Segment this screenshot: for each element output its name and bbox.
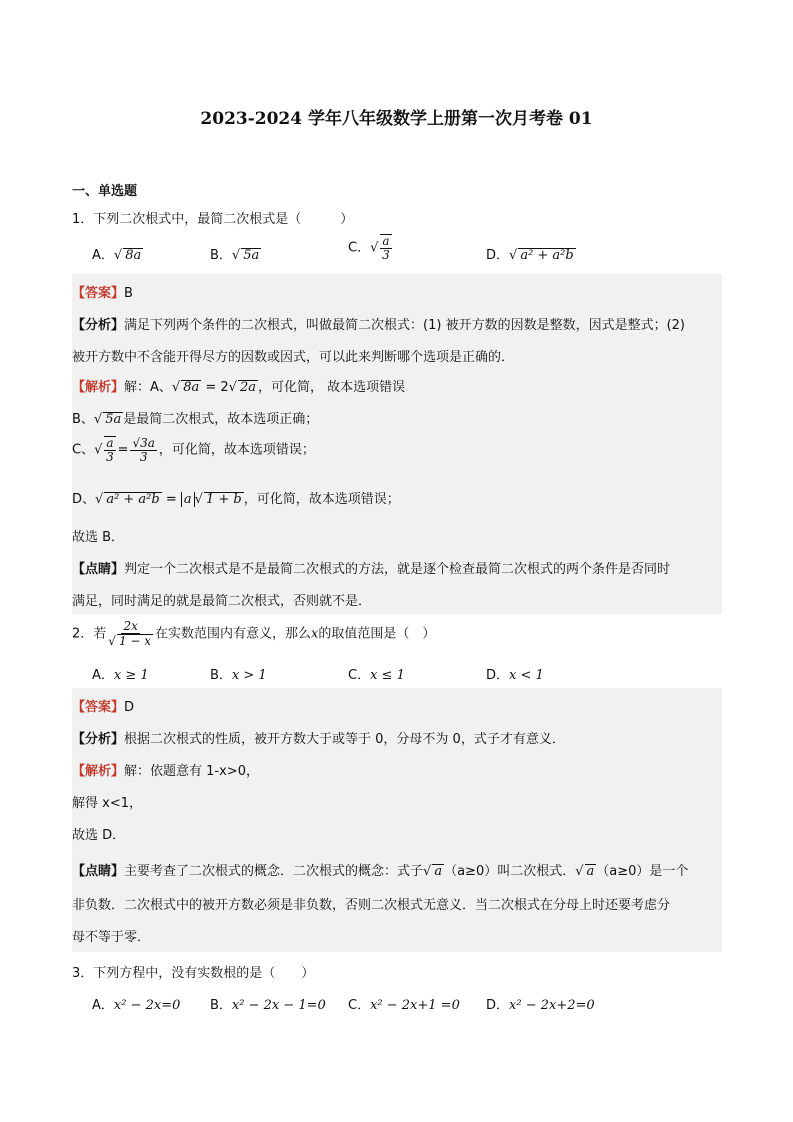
q3-option-b: B．x² − 2x − 1=0	[210, 998, 326, 1013]
q1-solution-line-4: D、√ a² + a²b = a √ 1 + b ，可化简，故本选项错误；	[72, 492, 400, 507]
q1-option-b: B．√ 5a	[210, 248, 260, 263]
q2-option-c: C．x ≤ 1	[348, 668, 405, 683]
q2-solution-line-2: 解得 x<1，	[72, 796, 142, 811]
q3-option-c: C．x² − 2x+1 =0	[348, 998, 460, 1013]
section-heading: 一、单选题	[72, 184, 138, 199]
q1-answer: 【答案】B	[72, 286, 133, 301]
q1-option-d: D．√ a² + a²b	[486, 248, 574, 263]
q1-analysis-line-1: 【分析】满足下列两个条件的二次根式，叫做最简二次根式：(1) 被开方数的因数是整数，因式是整式；(2)	[72, 318, 685, 333]
page-title: 2023-2024 学年八年级数学上册第一次月考卷 01	[200, 109, 593, 129]
q2-comment-line-3: 母不等于零．	[72, 930, 151, 945]
question-1-stem: 1．下列二次根式中，最简二次根式是（ ）	[72, 212, 354, 227]
q2-comment-line-1: 【点睛】主要考查了二次根式的概念．二次根式的概念：式子√ a （a≥0）叫二次根式．√ a （a≥0）是一个	[72, 864, 689, 879]
q2-option-d: D．x < 1	[486, 668, 544, 683]
q1-option-a: A．√ 8a	[92, 248, 142, 263]
q1-solution-line-3: C、√ $\frac{a}{3}$ = $\frac{√3a}{3}$ ，可化简，故本选项错误；	[72, 435, 315, 464]
q1-answer-block	[72, 274, 722, 614]
q1-analysis-line-2: 被开方数中不含能开得尽方的因数或因式，可以此来判断哪个选项是正确的．	[72, 350, 515, 365]
q2-solution-line-1: 【解析】解：依题意有 1-x>0，	[72, 764, 259, 779]
q1-solution-line-5: 故选 B．	[72, 530, 125, 545]
q1-comment-line-2: 满足，同时满足的就是最简二次根式，否则就不是．	[72, 594, 372, 609]
question-2-stem: 2．若 $\frac{2x}{√ 1 - x}$ 在实数范围内有意义，那么x的取值范围是（ ）	[72, 619, 436, 648]
q2-option-b: B．x > 1	[210, 668, 267, 683]
q2-analysis: 【分析】根据二次根式的性质，被开方数大于或等于 0，分母不为 0，式子才有意义．	[72, 732, 565, 747]
q1-comment-line-1: 【点睛】判定一个二次根式是不是最简二次根式的方法，就是逐个检查最简二次根式的两个条件是否同时	[72, 562, 671, 577]
q1-solution-line-2: B、√ 5a 是最简二次根式，故本选项正确；	[72, 412, 319, 427]
q1-option-c: C．√ $\frac{a}{3}$	[348, 234, 390, 262]
q2-answer-block	[72, 688, 722, 952]
q3-option-d: D．x² − 2x+2=0	[486, 998, 595, 1013]
q2-answer: 【答案】D	[72, 700, 135, 715]
q3-option-a: A．x² − 2x=0	[92, 998, 181, 1013]
q2-comment-line-2: 非负数．二次根式中的被开方数必须是非负数，否则二次根式无意义．当二次根式在分母上时还要考虑分	[72, 898, 671, 913]
question-3-stem: 3．下列方程中，没有实数根的是（ ）	[72, 966, 315, 981]
q2-solution-line-3: 故选 D．	[72, 828, 126, 843]
q1-solution-line-1: 【解析】解：A、√ 8a = 2√ 2a ，可化简， 故本选项错误	[72, 380, 406, 395]
q2-option-a: A．x ≥ 1	[92, 668, 149, 683]
